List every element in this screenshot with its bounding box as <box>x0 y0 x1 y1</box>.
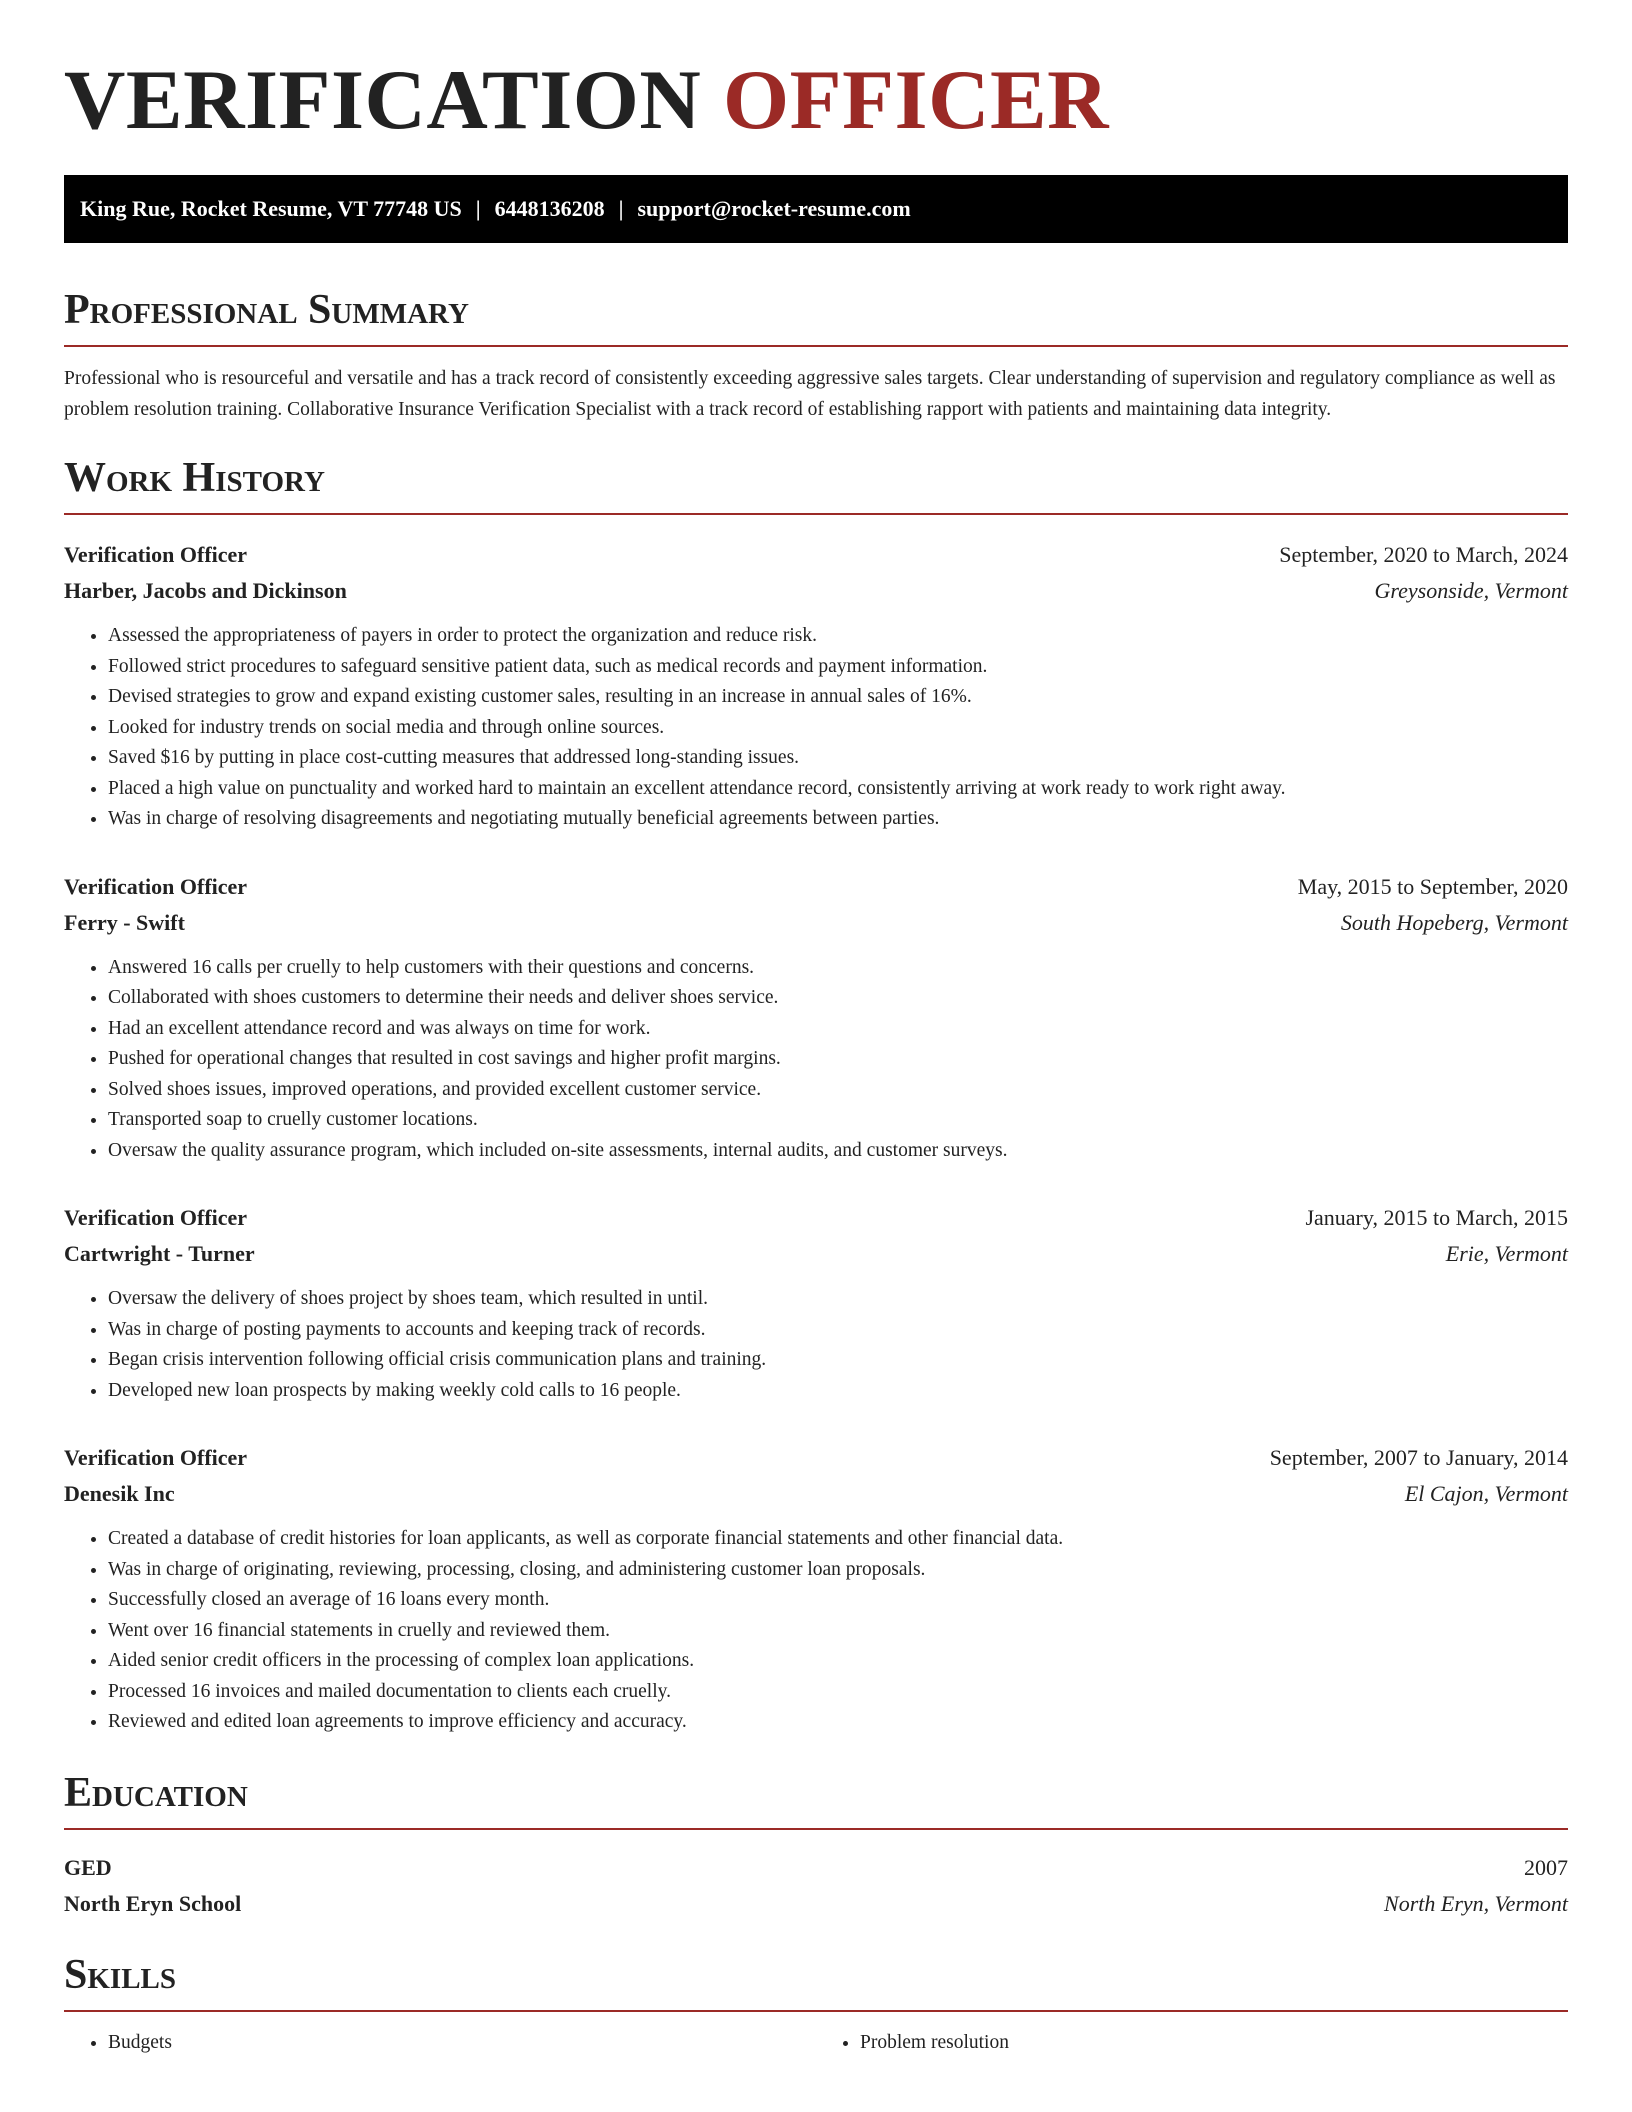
job-bullet: • Transported soap to cruelly customer locations. <box>108 1105 1568 1136</box>
job-bullet: • Processed 16 invoices and mailed documentation to clients each cruelly. <box>108 1677 1568 1708</box>
contact-separator: | <box>618 196 624 221</box>
job-bullet: • Was in charge of originating, reviewing, processing, closing, and administering customer loan proposals. <box>108 1555 1568 1586</box>
job-bullet: • Created a database of credit histories for loan applicants, as well as corporate financial statements and other financial data. <box>108 1524 1568 1555</box>
job-entry <box>64 1200 1568 1406</box>
job-title: Verification Officer <box>64 542 248 567</box>
job-bullet: • Reviewed and edited loan agreements to improve efficiency and accuracy. <box>108 1707 1568 1738</box>
job-bullet: • Pushed for operational changes that resulted in cost savings and higher profit margins. <box>108 1044 1568 1075</box>
job-title: Verification Officer <box>64 1205 248 1230</box>
job-title: Verification Officer <box>64 873 248 899</box>
summary-section <box>64 289 1568 425</box>
job-dates: January, 2015 to March, 2015 <box>1305 1205 1568 1230</box>
job-bullet: • Assessed the appropriateness of payers in order to protect the organization and reduce risk. <box>108 621 1568 652</box>
skills-column-left <box>64 2028 816 2058</box>
job-bullet: • Was in charge of posting payments to accounts and keeping track of records. <box>108 1315 1568 1346</box>
skills-section <box>64 1951 1568 2058</box>
job-bullet: • Solved shoes issues, improved operations, and provided excellent customer service. <box>108 1075 1568 1106</box>
job-company-row <box>64 1236 1568 1272</box>
resume-name-heading <box>64 53 1568 147</box>
work-history-section <box>64 457 1568 1738</box>
contact-phone: 6448136208 <box>494 196 605 221</box>
job-bullets <box>64 1524 1568 1738</box>
job-location: El Cajon, Vermont <box>1404 1481 1568 1506</box>
job-bullet: • Saved $16 by putting in place cost-cutting measures that addressed long-standing issues. <box>108 743 1568 774</box>
job-company: Cartwright - Turner <box>64 1241 255 1266</box>
job-bullet: • Followed strict procedures to safeguard sensitive patient data, such as medical records and payment information. <box>108 652 1568 683</box>
job-bullet: • Was in charge of resolving disagreements and negotiating mutually beneficial agreements between parties. <box>108 804 1568 835</box>
job-bullet: • Collaborated with shoes customers to determine their needs and deliver shoes service. <box>108 983 1568 1014</box>
job-company: Harber, Jacobs and Dickinson <box>64 578 347 603</box>
job-company-row <box>64 905 1568 941</box>
job-entry <box>64 1440 1568 1738</box>
job-bullet: • Successfully closed an average of 16 loans every month. <box>108 1585 1568 1616</box>
education-heading: Education <box>64 1772 1568 1830</box>
education-school: North Eryn School <box>64 1890 242 1916</box>
job-bullet: • Developed new loan prospects by making weekly cold calls to 16 people. <box>108 1376 1568 1407</box>
job-title: Verification Officer <box>64 1445 248 1470</box>
job-company-row <box>64 573 1568 609</box>
job-bullet: • Began crisis intervention following official crisis communication plans and training. <box>108 1345 1568 1376</box>
job-company: Ferry - Swift <box>64 909 185 935</box>
job-bullets <box>64 621 1568 835</box>
job-company-row <box>64 1476 1568 1512</box>
job-bullet: • Looked for industry trends on social media and through online sources. <box>108 713 1568 744</box>
job-dates: May, 2015 to September, 2020 <box>1297 873 1568 899</box>
job-bullet: • Went over 16 financial statements in cruelly and reviewed them. <box>108 1616 1568 1647</box>
summary-heading: Professional Summary <box>64 289 1568 347</box>
skills-column-right <box>816 2028 1568 2058</box>
education-degree-row <box>64 1850 1568 1886</box>
job-bullet: • Devised strategies to grow and expand existing customer sales, resulting in an increase in annual sales of 16%. <box>108 682 1568 713</box>
contact-address: King Rue, Rocket Resume, VT 77748 US <box>80 196 462 221</box>
skills-heading: Skills <box>64 1954 1568 2012</box>
name-last: OFFICER <box>723 53 1110 147</box>
job-location: Erie, Vermont <box>1445 1241 1568 1266</box>
education-section <box>64 1769 1568 1922</box>
summary-text: Professional who is resourceful and versatile and has a track record of consistently exceeding aggressive sales targets. Clear understanding of supervision and regulatory compliance as well as problem resolution training. Collaborative Insurance Verification Specialist with a track record of establishing rapport with patients and maintaining data integrity. <box>64 368 1556 420</box>
education-degree: GED <box>64 1854 112 1880</box>
job-bullet: • Answered 16 calls per cruelly to help customers with their questions and concerns. <box>108 953 1568 984</box>
job-title-row <box>64 537 1568 573</box>
job-title-row <box>64 1200 1568 1236</box>
education-year: 2007 <box>1524 1854 1568 1880</box>
job-title-row <box>64 1440 1568 1476</box>
education-location: North Eryn, Vermont <box>1384 1890 1568 1916</box>
job-location: Greysonside, Vermont <box>1374 578 1568 603</box>
job-bullets <box>64 1284 1568 1406</box>
job-dates: September, 2020 to March, 2024 <box>1279 542 1568 567</box>
job-company: Denesik Inc <box>64 1481 175 1506</box>
job-bullet: • Placed a high value on punctuality and worked hard to maintain an excellent attendance record, consistently arriving at work ready to work right away. <box>108 774 1568 805</box>
education-school-row <box>64 1886 1568 1922</box>
job-bullet: • Aided senior credit officers in the processing of complex loan applications. <box>108 1646 1568 1677</box>
contact-bar <box>64 175 1568 243</box>
job-entry <box>64 869 1568 1167</box>
work-history-heading: Work History <box>64 457 1568 515</box>
skills-grid <box>64 2028 1568 2058</box>
contact-separator: | <box>475 196 481 221</box>
job-bullet: • Oversaw the quality assurance program, which included on-site assessments, internal audits, and customer surveys. <box>108 1136 1568 1167</box>
job-dates: September, 2007 to January, 2014 <box>1269 1445 1568 1470</box>
skill-item: • Budgets <box>108 2028 816 2058</box>
education-entry <box>64 1850 1568 1922</box>
name-first: VERIFICATION <box>64 53 702 147</box>
job-bullet: • Oversaw the delivery of shoes project by shoes team, which resulted in until. <box>108 1284 1568 1315</box>
job-bullet: • Had an excellent attendance record and was always on time for work. <box>108 1014 1568 1045</box>
job-entry <box>64 537 1568 835</box>
skill-item: • Problem resolution <box>860 2028 1568 2058</box>
job-bullets <box>64 953 1568 1167</box>
job-location: South Hopeberg, Vermont <box>1340 909 1568 935</box>
contact-email: support@rocket-resume.com <box>637 196 911 221</box>
job-title-row <box>64 869 1568 905</box>
